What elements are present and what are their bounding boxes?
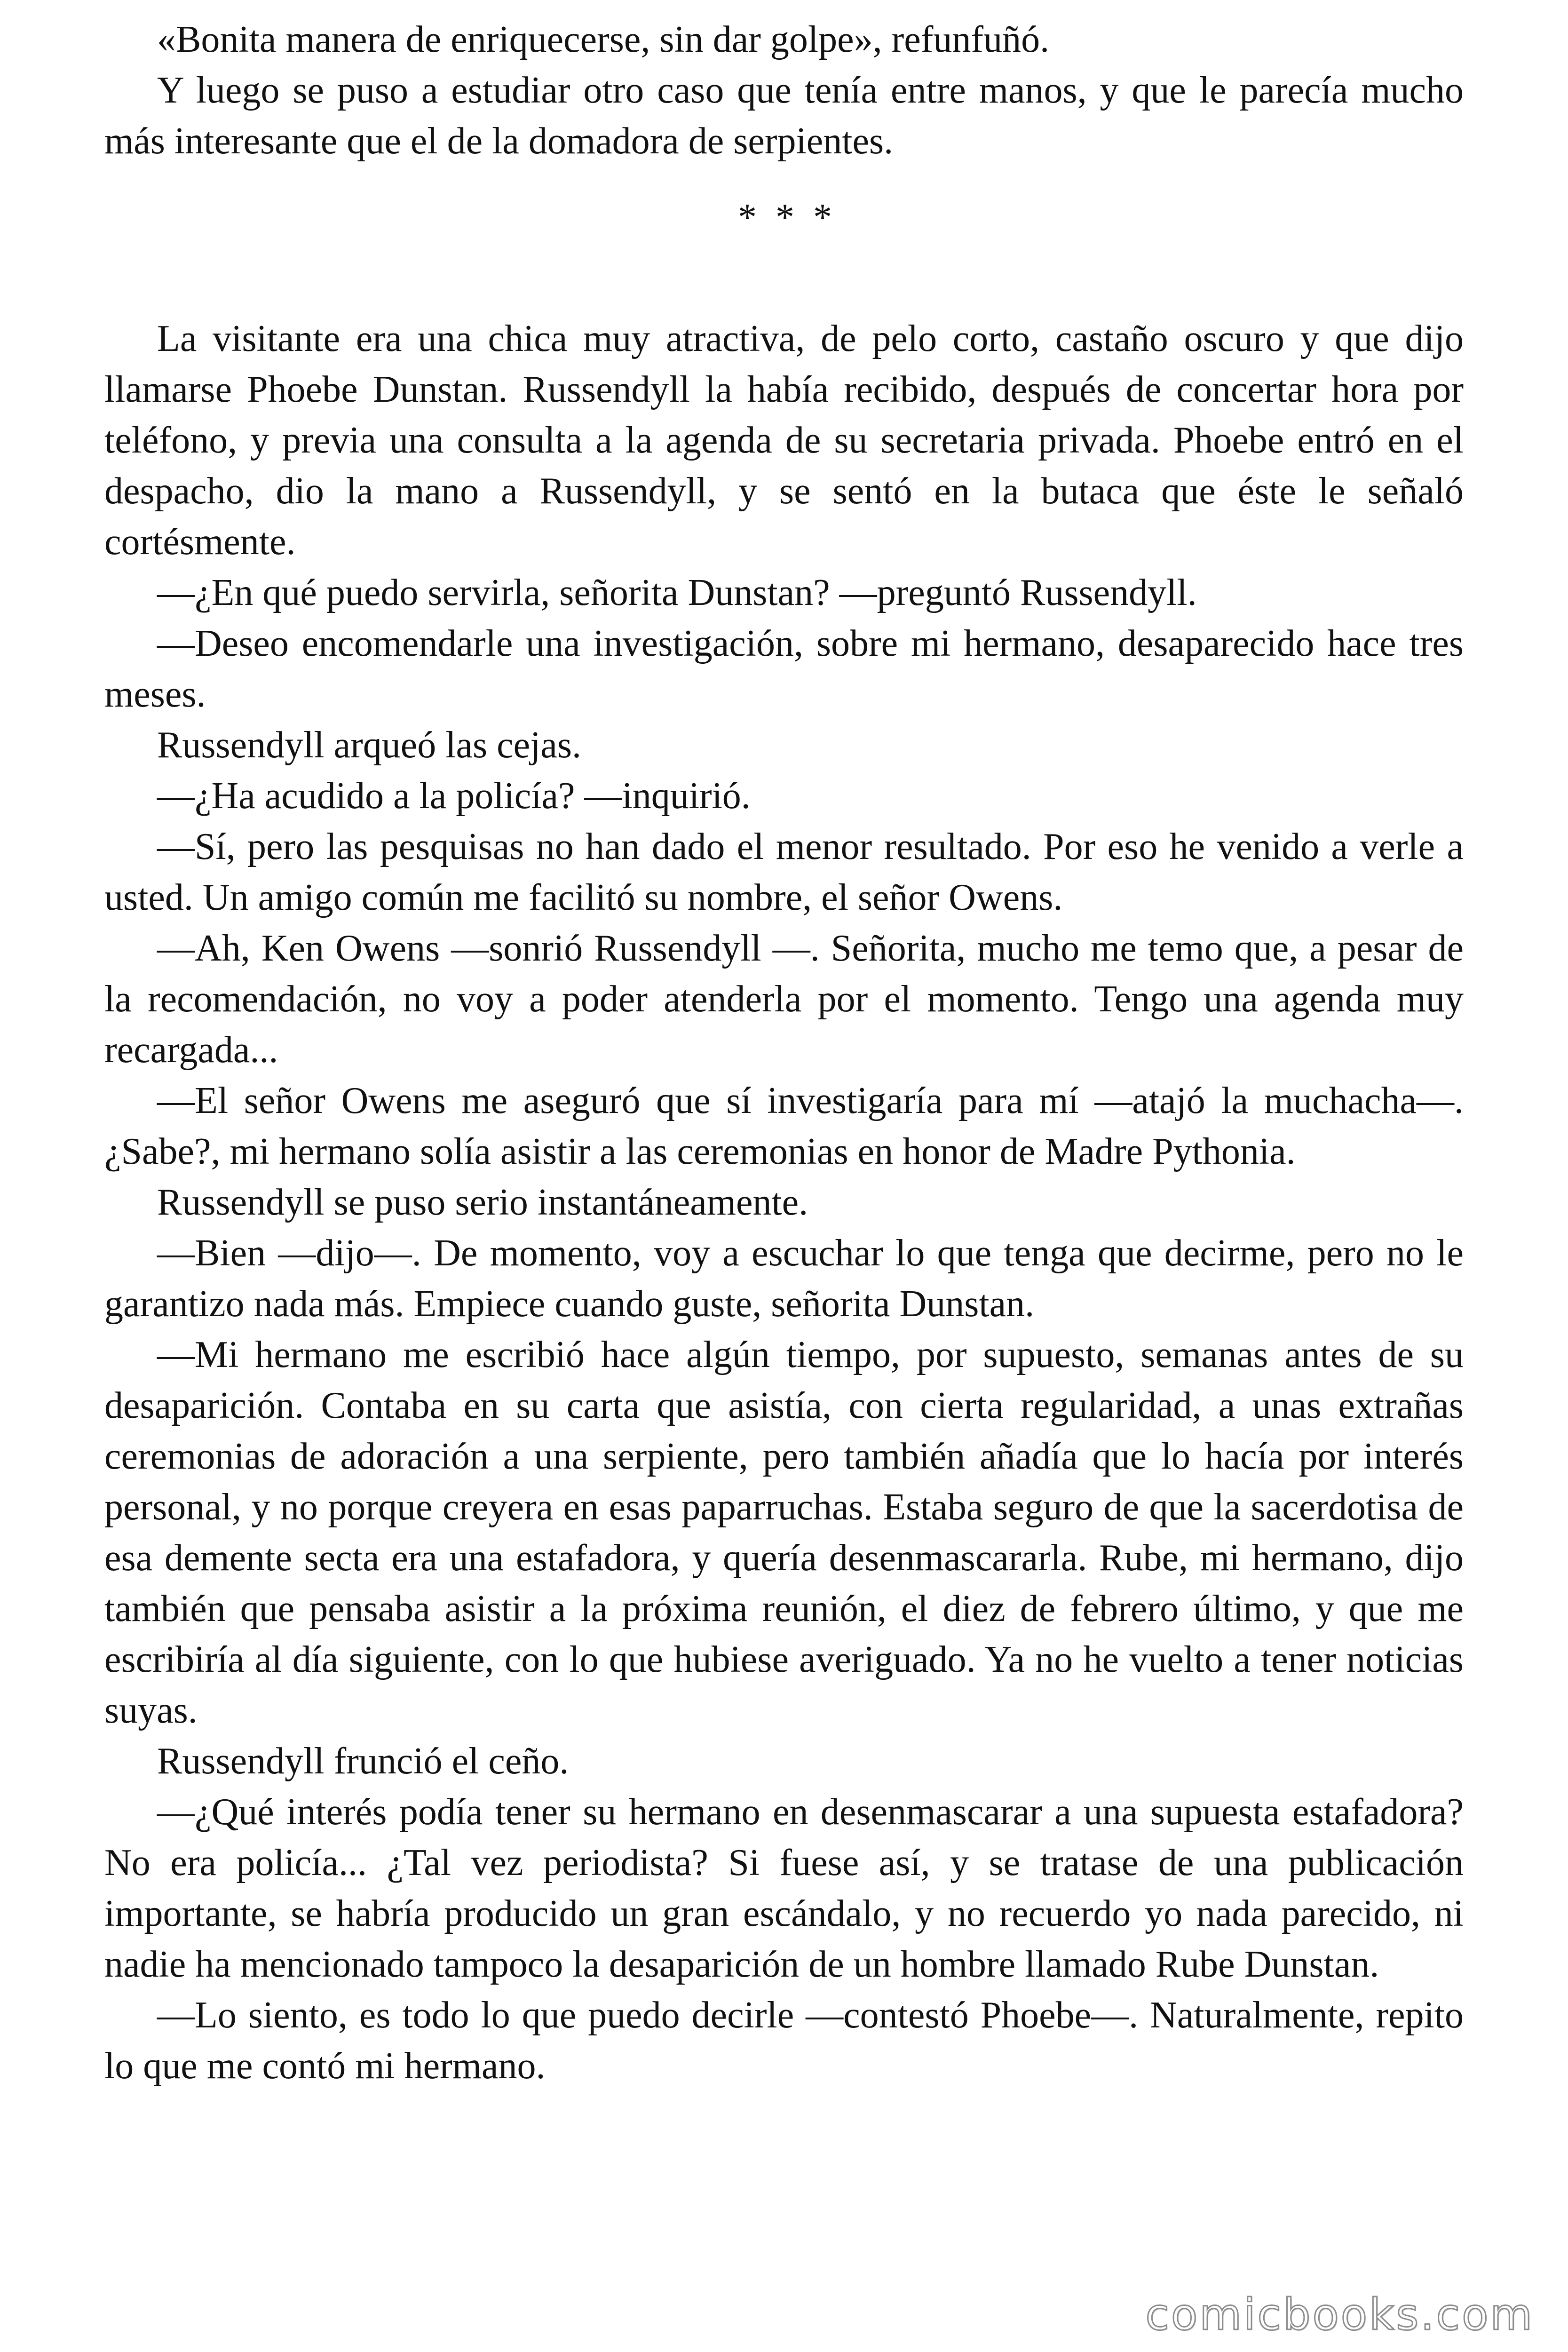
section-separator: * * * bbox=[738, 197, 837, 238]
paragraph: Russendyll se puso serio instantáneamente. bbox=[157, 1182, 808, 1223]
paragraph: —Bien —dijo—. De momento, voy a escuchar lo que tenga que decirme, pero no le garantizo nada más. Empiece cuando guste, señorita Dunstan. bbox=[104, 1232, 1464, 1325]
paragraph: —Sí, pero las pesquisas no han dado el menor resultado. Por eso he venido a verle a usted. Un amigo común me facilitó su nombre, el señor Owens. bbox=[104, 826, 1464, 918]
paragraph: Y luego se puso a estudiar otro caso que tenía entre manos, y que le parecía mucho más interesante que el de la domadora de serpientes. bbox=[104, 70, 1464, 162]
paragraph: —Deseo encomendarle una investigación, sobre mi hermano, desaparecido hace tres meses. bbox=[104, 623, 1464, 715]
paragraph: —¿Ha acudido a la policía? —inquirió. bbox=[157, 775, 751, 817]
page-text bbox=[104, 14, 1464, 2091]
paragraph: —Ah, Ken Owens —sonrió Russendyll —. Señorita, mucho me temo que, a pesar de la recomendación, no voy a poder atenderla por el momento. Tengo una agenda muy recargada... bbox=[104, 928, 1464, 1071]
paragraph: —¿Qué interés podía tener su hermano en desenmascarar a una supuesta estafadora? No era policía... ¿Tal vez periodista? Si fuese así, y se tratase de una publicación importante, se habría producido un gran escándalo, y no recuerdo yo nada parecido, ni nadie ha mencionado tampoco la desaparición de un hombre llamado Rube Dunstan. bbox=[104, 1791, 1464, 1985]
paragraph: «Bonita manera de enriquecerse, sin dar golpe», refunfuñó. bbox=[157, 19, 1050, 60]
paragraph: Russendyll arqueó las cejas. bbox=[157, 724, 581, 766]
paragraph: —El señor Owens me aseguró que sí investigaría para mí —atajó la muchacha—. ¿Sabe?, mi hermano solía asistir a las ceremonias en honor de Madre Pythonia. bbox=[104, 1080, 1464, 1172]
site-watermark: comicbooks.com bbox=[1145, 2289, 1534, 2340]
paragraph: —Lo siento, es todo lo que puedo decirle —contestó Phoebe—. Naturalmente, repito lo que me contó mi hermano. bbox=[104, 1994, 1464, 2087]
paragraph: —¿En qué puedo servirla, señorita Dunstan? —preguntó Russendyll. bbox=[157, 572, 1197, 613]
paragraph: La visitante era una chica muy atractiva, de pelo corto, castaño oscuro y que dijo llamarse Phoebe Dunstan. Russendyll la había recibido, después de concertar hora por teléfono, y previa una consulta a la agenda de su secretaria privada. Phoebe entró en el despacho, dio la mano a Russendyll, y se sentó en la butaca que éste le señaló cortésmente. bbox=[104, 318, 1464, 563]
paragraph: Russendyll frunció el ceño. bbox=[157, 1740, 569, 1782]
paragraph: —Mi hermano me escribió hace algún tiempo, por supuesto, semanas antes de su desaparición. Contaba en su carta que asistía, con cierta regularidad, a unas extrañas ceremonias de adoración a una serpiente, pero también añadía que lo hacía por interés personal, y no porque creyera en esas paparruchas. Estaba seguro de que la sacerdotisa de esa demente secta era una estafadora, y quería desenmascararla. Rube, mi hermano, dijo también que pensaba asistir a la próxima reunión, el diez de febrero último, y que me escribiría al día siguiente, con lo que hubiese averiguado. Ya no he vuelto a tener noticias suyas. bbox=[104, 1334, 1464, 1731]
